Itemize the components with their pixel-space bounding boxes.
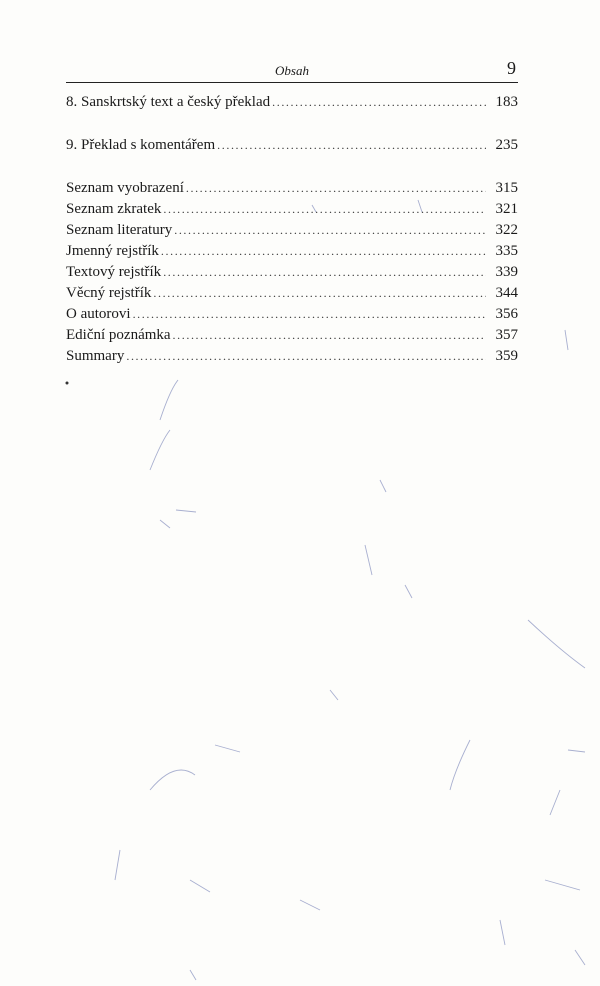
toc-entry-seznam-vyobrazeni[interactable] xyxy=(66,180,518,200)
toc-entry-jmenny-rejstrik[interactable] xyxy=(66,243,518,263)
toc-entry-page: 235 xyxy=(495,137,518,153)
toc-entry-title: Textový rejstřík xyxy=(66,264,162,280)
toc-entry-vecny-rejstrik[interactable] xyxy=(66,285,518,305)
toc-entry-title: 9. Překlad s komentářem xyxy=(66,137,216,153)
toc-entry-title: 8. Sanskrtský text a český překlad xyxy=(66,94,271,110)
dot-leader xyxy=(153,286,486,301)
dot-leader xyxy=(186,181,486,196)
toc-entry-page: 356 xyxy=(495,306,518,322)
toc-entry-page: 315 xyxy=(495,180,518,196)
toc-entry-page: 344 xyxy=(495,285,518,301)
toc-entry-textovy-rejstrik[interactable] xyxy=(66,264,518,284)
dot-leader xyxy=(133,307,486,322)
dot-leader xyxy=(163,202,486,217)
toc-entry-edicni-poznamka[interactable] xyxy=(66,327,518,347)
toc-entry-seznam-literatury[interactable] xyxy=(66,222,518,242)
dot-leader xyxy=(161,244,486,259)
toc-entry-title: Seznam vyobrazení xyxy=(66,180,184,196)
toc-entry-chapter-8[interactable] xyxy=(66,94,518,114)
toc-entry-page: 335 xyxy=(495,243,518,259)
toc-entry-title: Summary xyxy=(66,348,125,364)
dot-leader xyxy=(217,138,486,153)
toc-entry-page: 321 xyxy=(495,201,518,217)
toc-entry-page: 322 xyxy=(495,222,518,238)
page-number: 9 xyxy=(507,58,516,78)
dot-leader xyxy=(163,265,486,280)
running-head: Obsah xyxy=(275,63,309,78)
toc-entry-summary[interactable] xyxy=(66,348,518,368)
toc-entry-title: O autorovi xyxy=(66,306,131,322)
toc-entry-title: Ediční poznámka xyxy=(66,327,171,343)
toc-entry-page: 357 xyxy=(495,327,518,343)
toc-entry-chapter-9[interactable] xyxy=(66,137,518,157)
toc-entry-title: Jmenný rejstřík xyxy=(66,243,159,259)
toc-entry-page: 359 xyxy=(495,348,518,364)
dot-leader xyxy=(126,349,486,364)
toc-entry-o-autorovi[interactable] xyxy=(66,306,518,326)
dot-leader xyxy=(174,223,486,238)
toc-entry-page: 339 xyxy=(495,264,518,280)
toc-entry-title: Seznam zkratek xyxy=(66,201,162,217)
dot-leader xyxy=(272,95,486,110)
page-header xyxy=(66,58,518,83)
toc-entry-title: Seznam literatury xyxy=(66,222,173,238)
dot-leader xyxy=(173,328,486,343)
toc-entry-title: Věcný rejstřík xyxy=(66,285,152,301)
toc-entry-page: 183 xyxy=(495,94,518,110)
toc-entry-seznam-zkratek[interactable] xyxy=(66,201,518,221)
